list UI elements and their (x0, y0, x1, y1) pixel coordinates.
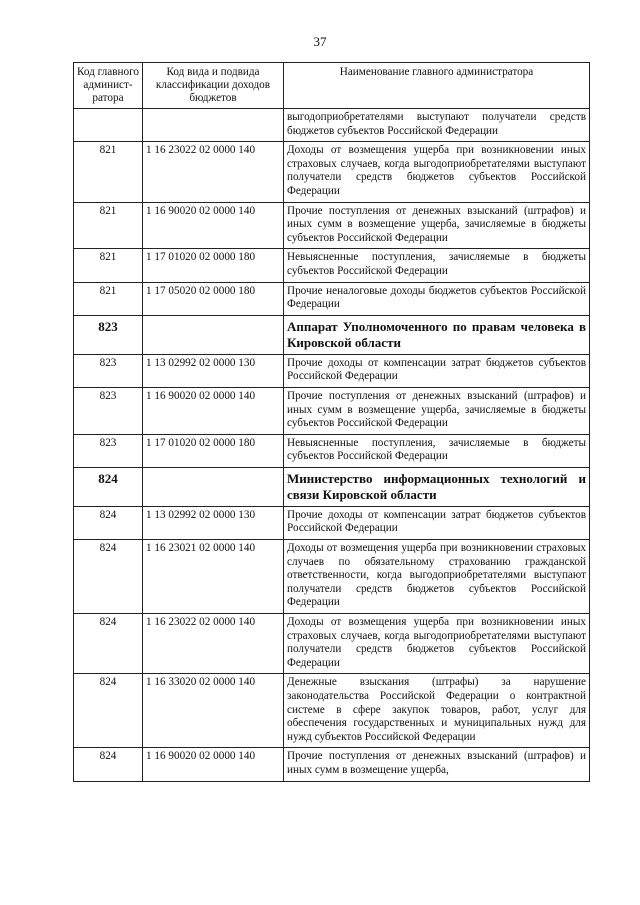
admin-name-cell: Прочие поступления от денежных взысканий (штрафов) и иных сумм в возмещение ущерба, (284, 748, 590, 781)
classification-code-cell: 1 16 23021 02 0000 140 (143, 540, 284, 614)
classification-code-cell (143, 109, 284, 142)
table-row (74, 434, 590, 467)
admin-name-cell: Прочие доходы от компенсации затрат бюджетов субъектов Российской Федерации (284, 506, 590, 539)
table-row (74, 506, 590, 539)
classification-code-cell: 1 16 23022 02 0000 140 (143, 142, 284, 202)
admin-name-cell: выгодоприобретателями выступают получатели средств бюджетов субъектов Российской Федерации (284, 109, 590, 142)
table-row (74, 387, 590, 434)
table-row (74, 540, 590, 614)
table-header-row (74, 63, 590, 109)
section-header-row (74, 467, 590, 506)
table-row (74, 748, 590, 781)
admin-code-cell: 821 (74, 249, 143, 282)
admin-code-cell: 824 (74, 614, 143, 674)
classification-code-cell (143, 467, 284, 506)
admin-code-cell (74, 109, 143, 142)
classification-code-cell: 1 13 02992 02 0000 130 (143, 354, 284, 387)
admin-name-cell: Доходы от возмещения ущерба при возникновении страховых случаев по обязательному страхованию гражданской ответственности, когда выгодоприобретателями выступают получатели средств бюджетов субъектов Российской Федерации (284, 540, 590, 614)
classification-code-cell: 1 16 23022 02 0000 140 (143, 614, 284, 674)
admin-name-cell: Аппарат Уполномоченного по правам человека в Кировской области (284, 315, 590, 354)
admin-code-cell: 824 (74, 506, 143, 539)
admin-code-cell: 824 (74, 540, 143, 614)
admin-name-cell: Прочие неналоговые доходы бюджетов субъектов Российской Федерации (284, 282, 590, 315)
classification-code-cell: 1 17 01020 02 0000 180 (143, 434, 284, 467)
table-row (74, 614, 590, 674)
admin-code-cell: 824 (74, 467, 143, 506)
admin-code-cell: 823 (74, 387, 143, 434)
table-body (74, 109, 590, 782)
classification-code-cell (143, 315, 284, 354)
admin-name-cell: Прочие поступления от денежных взысканий (штрафов) и иных сумм в возмещение ущерба, зачисляемые в бюджеты субъектов Российской Федерации (284, 387, 590, 434)
admin-name-cell: Прочие доходы от компенсации затрат бюджетов субъектов Российской Федерации (284, 354, 590, 387)
admin-name-cell: Доходы от возмещения ущерба при возникновении иных страховых случаев, когда выгодоприобретателями выступают получатели средств бюджетов субъектов Российской Федерации (284, 614, 590, 674)
header-admin-code: Код главного админист-ратора (74, 63, 143, 109)
admin-name-cell: Доходы от возмещения ущерба при возникновении иных страховых случаев, когда выгодоприобретателями выступают получатели средств бюджетов субъектов Российской Федерации (284, 142, 590, 202)
admin-code-cell: 823 (74, 354, 143, 387)
admin-code-cell: 823 (74, 315, 143, 354)
admin-code-cell: 821 (74, 282, 143, 315)
classification-code-cell: 1 17 01020 02 0000 180 (143, 249, 284, 282)
section-header-row (74, 315, 590, 354)
admin-code-cell: 823 (74, 434, 143, 467)
admin-name-cell: Денежные взыскания (штрафы) за нарушение законодательства Российской Федерации о контрактной системе в сфере закупок товаров, работ, услуг для обеспечения государственных и муниципальных нужд для нужд субъектов Российской Федерации (284, 674, 590, 748)
admin-name-cell: Невыясненные поступления, зачисляемые в бюджеты субъектов Российской Федерации (284, 249, 590, 282)
classification-code-cell: 1 13 02992 02 0000 130 (143, 506, 284, 539)
table-row (74, 282, 590, 315)
admin-code-cell: 821 (74, 142, 143, 202)
table-row (74, 354, 590, 387)
header-admin-name: Наименование главного администратора (284, 63, 590, 109)
classification-code-cell: 1 16 33020 02 0000 140 (143, 674, 284, 748)
page-number: 37 (313, 34, 327, 49)
classification-code-cell: 1 16 90020 02 0000 140 (143, 202, 284, 249)
classification-code-cell: 1 16 90020 02 0000 140 (143, 387, 284, 434)
header-classification-code: Код вида и подвида классификации доходов бюджетов (143, 63, 284, 109)
admin-name-cell: Министерство информационных технологий и связи Кировской области (284, 467, 590, 506)
table-row (74, 109, 590, 142)
table-row (74, 249, 590, 282)
admin-code-cell: 824 (74, 748, 143, 781)
admin-name-cell: Невыясненные поступления, зачисляемые в бюджеты субъектов Российской Федерации (284, 434, 590, 467)
table-row (74, 142, 590, 202)
table-row (74, 202, 590, 249)
classification-code-cell: 1 16 90020 02 0000 140 (143, 748, 284, 781)
admin-code-cell: 824 (74, 674, 143, 748)
admin-name-cell: Прочие поступления от денежных взысканий (штрафов) и иных сумм в возмещение ущерба, зачисляемые в бюджеты субъектов Российской Федерации (284, 202, 590, 249)
classification-code-cell: 1 17 05020 02 0000 180 (143, 282, 284, 315)
revenue-administrators-table (73, 62, 590, 782)
admin-code-cell: 821 (74, 202, 143, 249)
table-row (74, 674, 590, 748)
